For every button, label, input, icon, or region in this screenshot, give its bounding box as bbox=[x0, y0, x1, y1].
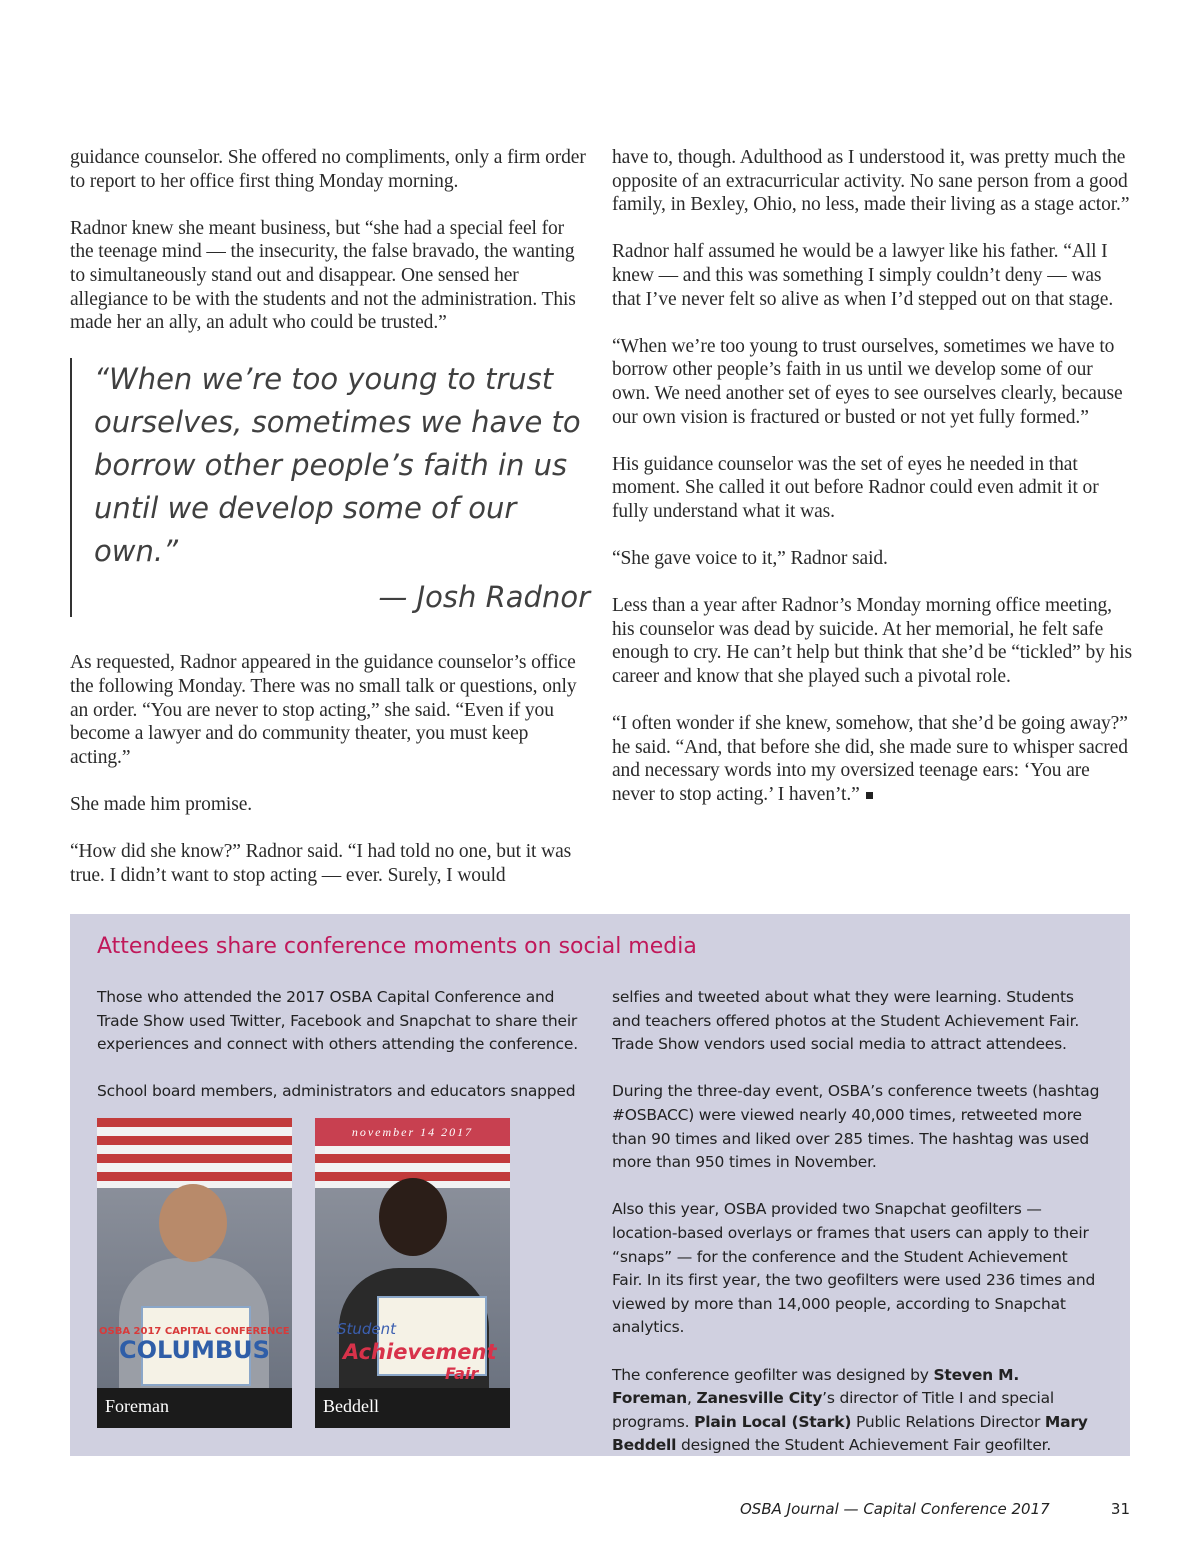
journal-title: OSBA Journal — Capital Conference 2017 bbox=[740, 1500, 1050, 1518]
credit-district-plain-local: Plain Local (Stark) bbox=[694, 1412, 852, 1431]
article-paragraph: Radnor half assumed he would be a lawyer like his father. “All I knew — and this was something I simply couldn’t deny — was that I’ve never felt so alive as when I’d stepped out on that stage. bbox=[612, 241, 1114, 310]
geofilter-line3: Fair bbox=[445, 1364, 479, 1383]
end-of-article-mark bbox=[866, 792, 873, 799]
pull-quote-text: “When we’re too young to trust ourselves, sometimes we have to borrow other people’s faith in us until we develop some of our own.” bbox=[94, 362, 581, 569]
foreman-geofilter-photo bbox=[97, 1118, 292, 1428]
sidebar-paragraph: During the three-day event, OSBA’s conference tweets (hashtag #OSBACC) were viewed nearly 40,000 times, retweeted more than 90 times and liked over 285 times. The hashtag was used more than 950 times in November. bbox=[612, 1082, 1100, 1172]
credit-name-beddell: Mary Beddell bbox=[612, 1412, 1088, 1455]
credit-text: ’s director of Title I and special programs. bbox=[612, 1389, 1055, 1431]
person-head bbox=[379, 1178, 447, 1256]
article-paragraph: guidance counselor. She offered no compliments, only a firm order to report to her office first thing Monday morning. bbox=[70, 147, 586, 192]
page-footer bbox=[740, 1500, 1130, 1518]
beddell-geofilter-photo bbox=[315, 1118, 510, 1428]
article-paragraph: His guidance counselor was the set of eyes he needed in that moment. She called it out before Radnor could even admit it or fully understand what it was. bbox=[612, 453, 1099, 522]
sidebar-right-column bbox=[612, 986, 1102, 1481]
credit-district-zanesville: Zanesville City bbox=[696, 1389, 823, 1408]
geofilter-line2: Achievement bbox=[343, 1340, 497, 1364]
article-paragraph: Less than a year after Radnor’s Monday morning office meeting, his counselor was dead by suicide. At her memorial, he felt safe enough to cry. He can’t help but think that she’d be “tickled” by his career and know that she played such a pivotal role. bbox=[612, 595, 1133, 688]
article-paragraph: Radnor knew she meant business, but “she had a special feel for the teenage mind — the insecurity, the false bravado, the wanting to simultaneously stand out and disappear. One sensed her allegiance to be with the students and not the administration. This made her an ally, an adult who could be trusted.” bbox=[70, 217, 576, 334]
article-paragraph: She made him promise. bbox=[70, 793, 253, 815]
person-head bbox=[159, 1184, 227, 1262]
article-paragraph-text: “I often wonder if she knew, somehow, that she’d be going away?” he said. “And, that before she did, she made sure to whisper sacred and necessary words into my oversized teenage ears: ‘You are never to stop acting.’ I haven’t.” bbox=[612, 713, 1128, 806]
page-number: 31 bbox=[1110, 1500, 1130, 1518]
pull-quote-author: — Josh Radnor bbox=[378, 580, 590, 615]
flag-background bbox=[97, 1118, 292, 1188]
geofilter-main-text: COLUMBUS bbox=[119, 1336, 270, 1364]
credit-text: Public Relations Director bbox=[851, 1412, 1045, 1431]
pull-quote bbox=[70, 358, 590, 617]
geofilter-top-text: OSBA 2017 CAPITAL CONFERENCE bbox=[99, 1326, 290, 1337]
sidebar-left-column bbox=[97, 986, 587, 1128]
article-paragraph-final bbox=[612, 712, 1132, 806]
article-paragraph: “When we’re too young to trust ourselves, sometimes we have to borrow other people’s faith in us until we develop some of our own. We need another set of eyes to see ourselves clearly, because our own vision is fractured or busted or not yet fully formed.” bbox=[612, 335, 1123, 428]
credit-text: The conference geofilter was designed by bbox=[612, 1365, 934, 1384]
photo-caption: Beddell bbox=[315, 1388, 510, 1428]
article-paragraph: “She gave voice to it,” Radnor said. bbox=[612, 548, 888, 570]
article-paragraph: “How did she know?” Radnor said. “I had told no one, but it was true. I didn’t want to stop acting — ever. Surely, I would bbox=[70, 841, 572, 886]
sidebar-title: Attendees share conference moments on social media bbox=[97, 934, 697, 959]
article-left-column bbox=[70, 146, 590, 911]
sidebar-credit-paragraph bbox=[612, 1364, 1102, 1458]
sidebar-paragraph: Also this year, OSBA provided two Snapchat geofilters — location-based overlays or frames that users can apply to their “snaps” — for the conference and the Student Achievement Fair. In its first year, the two geofilters were used 236 times and viewed by more than 14,000 people, according to Snapchat analytics. bbox=[612, 1200, 1096, 1337]
sidebar-paragraph: selfies and tweeted about what they were learning. Students and teachers offered photos at the Student Achievement Fair. Trade Show vendors used social media to attract attendees. bbox=[612, 988, 1080, 1054]
credit-text: , bbox=[687, 1389, 697, 1408]
date-band: november 14 2017 bbox=[315, 1118, 510, 1146]
sidebar-paragraph: School board members, administrators and educators snapped bbox=[97, 1082, 576, 1101]
photo-caption: Foreman bbox=[97, 1388, 292, 1428]
sidebar-paragraph: Those who attended the 2017 OSBA Capital Conference and Trade Show used Twitter, Facebook and Snapchat to share their experiences and connect with others attending the conference. bbox=[97, 988, 578, 1054]
article-right-column bbox=[612, 146, 1132, 830]
article-paragraph: As requested, Radnor appeared in the guidance counselor’s office the following Monday. There was no small talk or questions, only an order. “You are never to stop acting,” she said. “Even if you become a lawyer and do community theater, you must keep acting.” bbox=[70, 652, 577, 768]
social-media-sidebar bbox=[70, 914, 1130, 1456]
credit-text: designed the Student Achievement Fair geofilter. bbox=[676, 1436, 1052, 1455]
credit-name-foreman: Steven M. Foreman bbox=[612, 1365, 1020, 1408]
article-paragraph: have to, though. Adulthood as I understood it, was pretty much the opposite of an extracurricular activity. No sane person from a good family, in Bexley, Ohio, no less, made their living as a stage actor.” bbox=[612, 147, 1130, 216]
geofilter-line1: Student bbox=[337, 1320, 397, 1338]
